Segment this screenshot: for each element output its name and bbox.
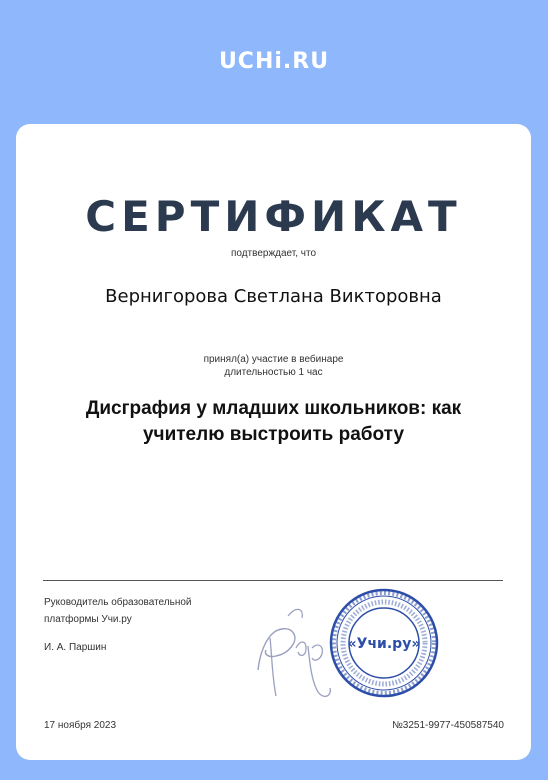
participation-line-1: принял(а) участие в вебинаре bbox=[203, 354, 344, 365]
certificate-title: СЕРТИФИКАТ bbox=[85, 192, 462, 241]
round-stamp bbox=[328, 587, 440, 699]
certificate-number: №3251-9977-450587540 bbox=[392, 720, 504, 731]
issue-date: 17 ноября 2023 bbox=[44, 720, 117, 731]
webinar-title-line-2: учителю выстроить работу bbox=[142, 424, 405, 445]
participation-text bbox=[16, 353, 531, 379]
recipient-name: Вернигорова Светлана Викторовна bbox=[105, 286, 442, 307]
stamp-center-text: «Учи.ру» bbox=[347, 636, 421, 652]
webinar-title bbox=[56, 396, 491, 448]
certificate-card bbox=[16, 124, 531, 760]
head-title-line-1: Руководитель образовательной bbox=[44, 597, 192, 608]
head-title bbox=[44, 594, 224, 628]
head-title-line-2: платформы Учи.ру bbox=[44, 614, 132, 625]
webinar-title-line-1: Дисграфия у младших школьников: как bbox=[85, 398, 462, 419]
participation-line-2: длительностью 1 час bbox=[224, 367, 323, 378]
uchi-ru-logo: UCHi.RU bbox=[218, 49, 330, 74]
head-name: И. А. Паршин bbox=[44, 642, 107, 653]
confirms-text: подтверждает, что bbox=[230, 248, 317, 259]
signature-divider bbox=[43, 580, 503, 581]
